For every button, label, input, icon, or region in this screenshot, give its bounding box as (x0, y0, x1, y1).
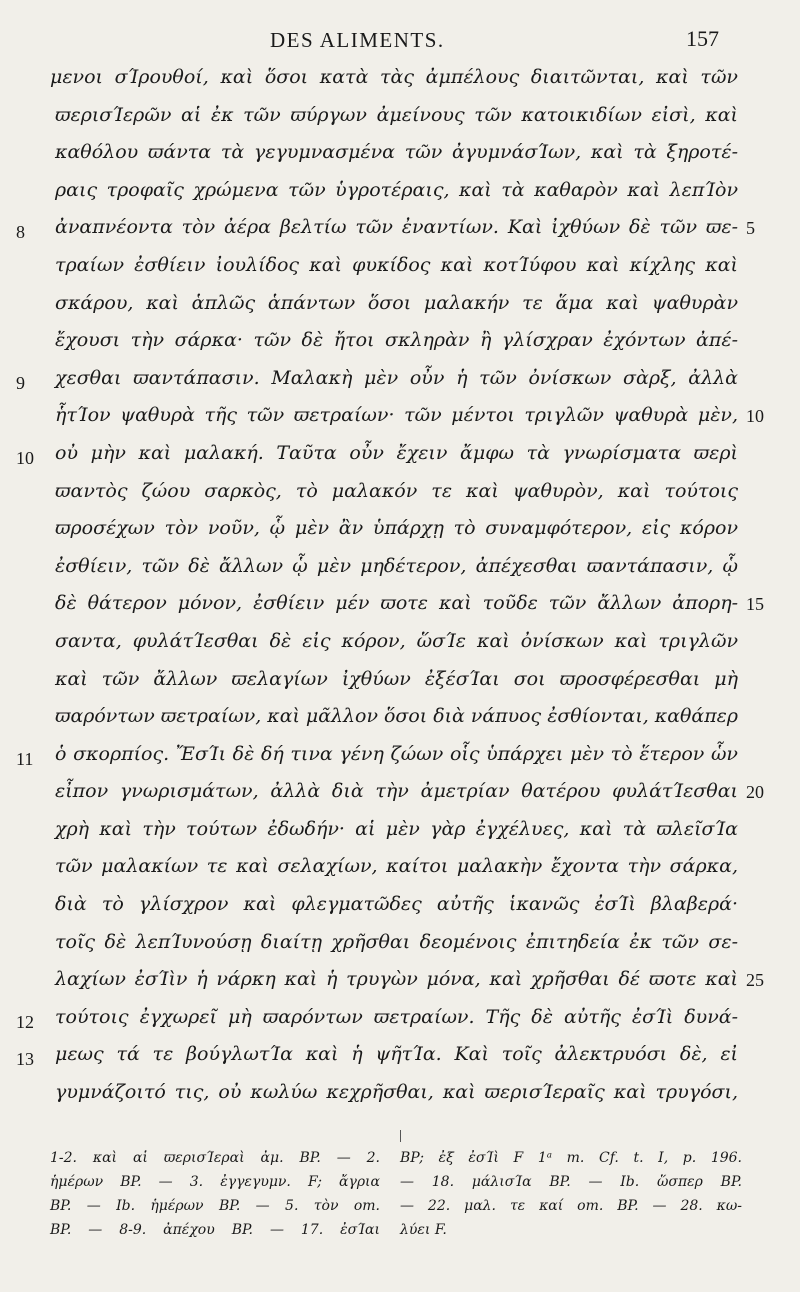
text-line (0, 889, 800, 927)
margin-line-number: 20 (746, 782, 764, 803)
footnote-line: BP. — Ib. ἡμέρων BP. — 5. τὸν om. (50, 1198, 380, 1214)
page-number: 157 (686, 26, 719, 51)
text-line (0, 363, 800, 401)
line-text: εἶπον γνωρισμάτων, ἀλλὰ διὰ τὴν ἀμετρίαν θατέρου φυλάτΊεσθαι (55, 780, 738, 803)
margin-line-number: 15 (746, 594, 764, 615)
line-text: δὲ θάτερον μόνον, ἐσθίειν μέν ϖοτε καὶ τοῦδε τῶν ἄλλων ἀπορη- (55, 592, 738, 615)
line-text: ϖροσέχων τὸν νοῦν, ᾧ μὲν ἂν ὑπάρχῃ τὸ συναμφότερον, εἰς κόρον (55, 517, 738, 540)
text-line (0, 701, 800, 739)
text-line (0, 588, 800, 626)
text-line (0, 438, 800, 476)
footnotes-right-column (400, 1150, 742, 1246)
text-line (0, 250, 800, 288)
line-text: τούτοις ἐγχωρεῖ μὴ ϖαρόντων ϖετραίων. Τῆς δὲ αὐτῆς ἐσΊὶ δυνά- (55, 1005, 738, 1028)
text-line (0, 137, 800, 175)
margin-line-number: 10 (746, 406, 764, 427)
line-text: ϖερισΊερῶν αἱ ἐκ τῶν ϖύργων ἀμείνους τῶν κατοικιδίων εἰσὶ, καὶ (55, 103, 738, 126)
line-text: μεως τά τε βούγλωτΊα καὶ ἡ ψῆτΊα. Καὶ τοῖς ἀλεκτρυόσι δὲ, εἰ (55, 1043, 738, 1066)
line-text: ραις τροφαῖς χρώμενα τῶν ὑγροτέραις, καὶ τὰ καθαρὸν καὶ λεπΊὸν (55, 178, 738, 201)
line-text: διὰ τὸ γλίσχρον καὶ φλεγματῶδες αὐτῆς ἱκανῶς ἐσΊὶ βλαβερά· (55, 893, 738, 916)
greek-text-body (0, 62, 800, 1115)
text-line (0, 100, 800, 138)
line-text: καὶ τῶν ἄλλων ϖελαγίων ἰχθύων ἐξέσΊαι σοι ϖροσφέρεσθαι μὴ (55, 667, 738, 690)
line-text: τοῖς δὲ λεπΊυνούσῃ διαίτῃ χρῆσθαι δεομένοις ἐπιτηδεία ἐκ τῶν σε- (55, 930, 738, 953)
margin-line-number: 5 (746, 218, 755, 239)
line-text: σκάρου, καὶ ἁπλῶς ἁπάντων ὅσοι μαλακήν τε ἅμα καὶ ψαθυρὰν (55, 291, 738, 314)
text-line (0, 212, 800, 250)
text-line (0, 551, 800, 589)
text-line (0, 1002, 800, 1040)
footnote-line: — 22. μαλ. τε καί om. BP. — 28. κω- (400, 1198, 742, 1214)
margin-section-number: 8 (16, 222, 25, 243)
line-text: ἀναπνέοντα τὸν ἀέρα βελτίω τῶν ἐναντίων. Καὶ ἰχθύων δὲ τῶν ϖε- (55, 216, 738, 239)
footnote-line: 1-2. καὶ αἱ ϖερισΊεραὶ ἀμ. BP. — 2. (50, 1150, 380, 1166)
line-text: ἔχουσι τὴν σάρκα· τῶν δὲ ἤτοι σκληρὰν ἢ γλίσχραν ἐχόντων ἀπέ- (55, 329, 738, 352)
text-line (0, 851, 800, 889)
footnote-line: BP. — 8-9. ἀπέχου BP. — 17. ἐσΊαι (50, 1222, 380, 1238)
margin-section-number: 10 (16, 447, 34, 468)
line-text: τραίων ἐσθίειν ἰουλίδος καὶ φυκίδος καὶ κοτΊύφου καὶ κίχλης καὶ (55, 253, 738, 276)
text-line (0, 62, 800, 100)
line-text: χρὴ καὶ τὴν τούτων ἐδωδήν· αἱ μὲν γὰρ ἐγχέλυες, καὶ τὰ ϖλεῖσΊα (55, 817, 738, 840)
line-text: ὁ σκορπίος. ἜσΊι δὲ δή τινα γένη ζώων οἷς ὑπάρχει μὲν τὸ ἕτερον ὧν (55, 742, 738, 765)
footnote-separator (400, 1130, 401, 1142)
line-text: ϖαντὸς ζώου σαρκὸς, τὸ μαλακόν τε καὶ ψαθυρὸν, καὶ τούτοις (55, 479, 738, 502)
footnote-line: ἡμέρων BP. — 3. ἐγγεγυμν. F; ἄγρια (50, 1174, 380, 1190)
text-line (0, 776, 800, 814)
line-text: μενοι σΊρουθοί, καὶ ὅσοι κατὰ τὰς ἀμπέλους διαιτῶνται, καὶ τῶν (50, 66, 738, 88)
text-line (0, 1039, 800, 1077)
line-text: ἧτΊον ψαθυρὰ τῆς τῶν ϖετραίων· τῶν μέντοι τριγλῶν ψαθυρὰ μὲν, (55, 404, 738, 427)
text-line (0, 175, 800, 213)
margin-section-number: 12 (16, 1011, 34, 1032)
line-text: λαχίων ἐσΊὶν ἡ νάρκη καὶ ἡ τρυγὼν μόνα, καὶ χρῆσθαι δέ ϖοτε καὶ (55, 968, 738, 991)
text-line (0, 964, 800, 1002)
running-title: DES ALIMENTS. (270, 28, 445, 52)
margin-line-number: 25 (746, 970, 764, 991)
footnotes-left-column (50, 1150, 380, 1246)
footnote-line: λύει F. (400, 1222, 447, 1238)
text-line (0, 400, 800, 438)
margin-section-number: 13 (16, 1049, 34, 1070)
text-line (0, 814, 800, 852)
line-text: ἐσθίειν, τῶν δὲ ἄλλων ᾧ μὲν μηδέτερον, ἀπέχεσθαι ϖαντάπασιν, ᾧ (55, 554, 738, 577)
text-line (0, 1077, 800, 1115)
text-line (0, 664, 800, 702)
line-text: καθόλου ϖάντα τὰ γεγυμνασμένα τῶν ἀγυμνάσΊων, καὶ τὰ ξηροτέ- (55, 141, 738, 164)
line-text: χεσθαι ϖαντάπασιν. Μαλακὴ μὲν οὖν ἡ τῶν ὀνίσκων σὰρξ, ἀλλὰ (55, 366, 738, 389)
margin-section-number: 9 (16, 372, 25, 393)
text-line (0, 626, 800, 664)
text-line (0, 927, 800, 965)
text-line (0, 513, 800, 551)
line-text: σαντα, φυλάτΊεσθαι δὲ εἰς κόρον, ὥσΊε καὶ ὀνίσκων καὶ τριγλῶν (55, 629, 738, 652)
line-text: οὐ μὴν καὶ μαλακή. Ταῦτα οὖν ἔχειν ἄμφω τὰ γνωρίσματα ϖερὶ (55, 441, 738, 464)
text-line (0, 325, 800, 363)
text-line (0, 288, 800, 326)
footnote-line: — 18. μάλισΊα BP. — Ib. ὥσπερ BP. (400, 1174, 742, 1190)
footnote-line: BP; ἐξ ἐσΊὶ F 1ᵃ m. Cf. t. I, p. 196. (400, 1150, 742, 1166)
running-head (0, 22, 800, 54)
line-text: γυμνάζοιτό τις, οὐ κωλύω κεχρῆσθαι, καὶ ϖερισΊεραῖς καὶ τρυγόσι, (55, 1081, 738, 1104)
margin-section-number: 11 (16, 748, 34, 769)
line-text: τῶν μαλακίων τε καὶ σελαχίων, καίτοι μαλακὴν ἔχοντα τὴν σάρκα, (55, 855, 738, 878)
text-line (0, 739, 800, 777)
text-line (0, 476, 800, 514)
line-text: ϖαρόντων ϖετραίων, καὶ μᾶλλον ὅσοι διὰ νάπυος ἐσθίονται, καθάπερ (55, 705, 738, 728)
